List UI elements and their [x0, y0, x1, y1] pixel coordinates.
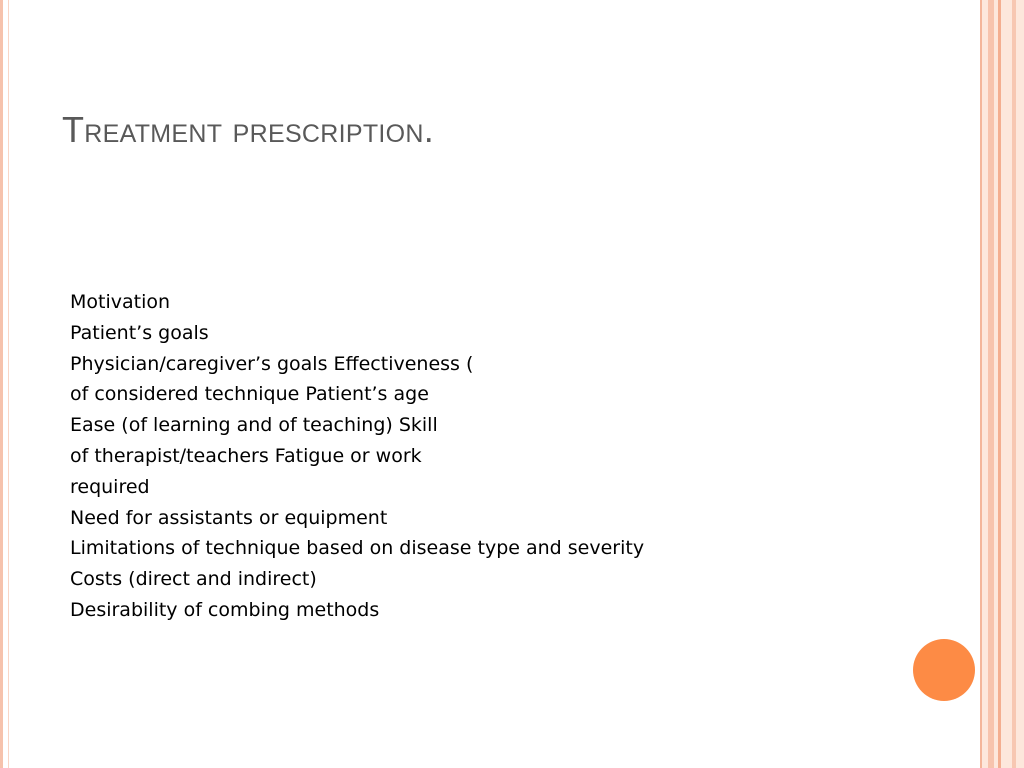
- body-line: Desirability of combing methods: [70, 598, 380, 621]
- body-line: of considered technique Patient’s age: [70, 383, 429, 406]
- body-line: Physician/caregiver’s goals Effectiveness (: [70, 352, 474, 375]
- right-decorative-line: [998, 0, 1001, 768]
- right-decorative-line: [980, 0, 982, 768]
- body-line: of therapist/teachers Fatigue or work: [70, 444, 422, 467]
- body-line: Motivation: [70, 291, 171, 313]
- body-line: Limitations of technique based on disease type and severity: [70, 537, 645, 560]
- left-border-line: [8, 0, 9, 768]
- accent-circle: [913, 639, 975, 701]
- body-line: Patient’s goals: [70, 321, 209, 344]
- right-decorative-line: [988, 0, 994, 768]
- right-decorative-band: [980, 0, 1024, 768]
- slide-title: Treatment prescription.: [62, 109, 435, 150]
- slide-body: [70, 287, 870, 626]
- body-line: Costs (direct and indirect): [70, 568, 317, 591]
- body-line: Ease (of learning and of teaching) Skill: [70, 414, 438, 437]
- right-decorative-line: [1012, 0, 1016, 768]
- left-border-stripe: [0, 0, 3, 768]
- body-line: Need for assistants or equipment: [70, 506, 388, 529]
- body-line: required: [70, 475, 150, 498]
